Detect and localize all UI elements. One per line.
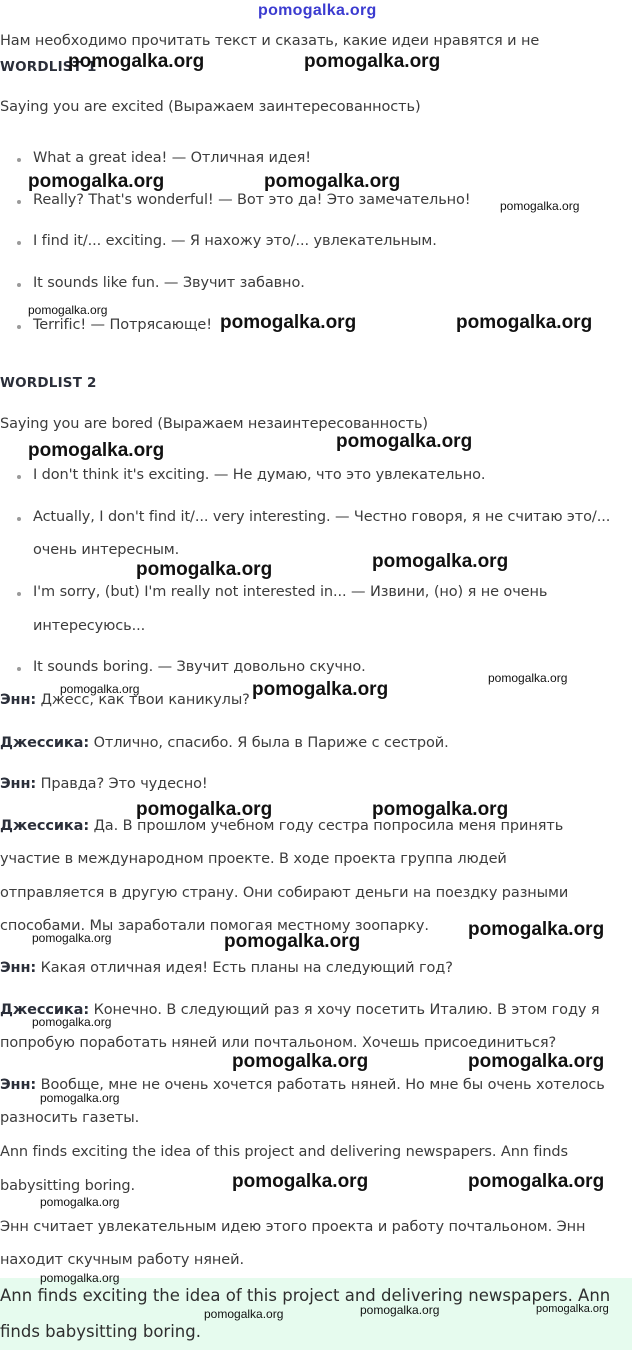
watermark: pomogalka.org <box>60 682 140 696</box>
watermark: pomogalka.org <box>468 1051 605 1072</box>
watermark: pomogalka.org <box>40 1091 120 1105</box>
list-item: I'm sorry, (but) I'm really not interested in... — Извини, (но) я не очень <box>33 584 548 600</box>
wordlist1-subtitle: Saying you are excited (Выражаем заинтересованность) <box>0 99 421 115</box>
speaker-name: Энн: <box>0 776 37 792</box>
watermark: pomogalka.org <box>220 312 357 333</box>
dialogue-text: способами. Мы заработали помогая местному зоопарку. <box>0 918 429 934</box>
list-item: What a great idea! — Отличная идея! <box>33 150 311 166</box>
watermark: pomogalka.org <box>536 1303 609 1315</box>
list-item-continuation: очень интересным. <box>33 542 180 558</box>
dialogue-line <box>0 960 453 976</box>
watermark: pomogalka.org <box>28 440 165 461</box>
watermark: pomogalka.org <box>468 919 605 940</box>
watermark: pomogalka.org <box>224 931 361 952</box>
watermark: pomogalka.org <box>28 303 108 317</box>
watermark: pomogalka.org <box>204 1307 284 1321</box>
wordlist2-subtitle: Saying you are bored (Выражаем незаинтересованность) <box>0 416 428 432</box>
watermark: pomogalka.org <box>500 199 580 213</box>
watermark: pomogalka.org <box>40 1195 120 1209</box>
watermark: pomogalka.org <box>468 1171 605 1192</box>
watermark-top: pomogalka.org <box>258 2 377 19</box>
list-item: It sounds boring. — Звучит довольно скучно. <box>33 659 366 675</box>
list-item: Actually, I don't find it/... very interesting. — Честно говоря, я не считаю это/... <box>33 509 611 525</box>
dialogue-text: участие в международном проекте. В ходе проекта группа людей <box>0 851 507 867</box>
dialogue-line <box>0 776 208 792</box>
watermark: pomogalka.org <box>488 671 568 685</box>
watermark: pomogalka.org <box>304 51 441 72</box>
list-item: I find it/... exciting. — Я нахожу это/... увлекательным. <box>33 233 437 249</box>
watermark: pomogalka.org <box>456 312 593 333</box>
watermark: pomogalka.org <box>336 431 473 452</box>
watermark: pomogalka.org <box>232 1171 369 1192</box>
speaker-name: Энн: <box>0 692 37 708</box>
dialogue-text: Отлично, спасибо. Я была в Париже с сестрой. <box>93 735 449 751</box>
dialogue-text: Да. В прошлом учебном году сестра попросила меня принять <box>93 818 564 834</box>
speaker-name: Джессика: <box>0 818 90 834</box>
summary-en: Ann finds exciting the idea of this project and delivering newspapers. Ann finds <box>0 1144 568 1160</box>
summary-ru: Энн считает увлекательным идею этого проекта и работу почтальоном. Энн <box>0 1219 586 1235</box>
watermark: pomogalka.org <box>136 799 273 820</box>
dialogue-text: Правда? Это чудесно! <box>40 776 208 792</box>
watermark: pomogalka.org <box>264 171 401 192</box>
wordlist2-heading: WORDLIST 2 <box>0 375 97 391</box>
watermark: pomogalka.org <box>252 679 389 700</box>
watermark: pomogalka.org <box>372 551 509 572</box>
watermark: pomogalka.org <box>372 799 509 820</box>
list-item: Terrific! — Потрясающе! <box>33 317 212 333</box>
list-item: I don't think it's exciting. — Не думаю, что это увлекательно. <box>33 467 486 483</box>
dialogue-text: попробую поработать няней или почтальоном. Хочешь присоединиться? <box>0 1035 557 1051</box>
watermark: pomogalka.org <box>28 171 165 192</box>
dialogue-line <box>0 735 449 751</box>
dialogue-text: Какая отличная идея! Есть планы на следующий год? <box>40 960 453 976</box>
intro-text: Нам необходимо прочитать текст и сказать, какие идеи нравятся и не <box>0 33 540 49</box>
speaker-name: Энн: <box>0 960 37 976</box>
answer-text: Ann finds exciting the idea of this project and delivering newspapers. Ann <box>0 1286 611 1305</box>
summary-en: babysitting boring. <box>0 1178 136 1194</box>
speaker-name: Джессика: <box>0 1002 90 1018</box>
watermark: pomogalka.org <box>32 931 112 945</box>
watermark: pomogalka.org <box>68 51 205 72</box>
watermark: pomogalka.org <box>136 559 273 580</box>
list-item: Really? That's wonderful! — Вот это да! Это замечательно! <box>33 192 471 208</box>
list-item-continuation: интересуюсь... <box>33 618 146 634</box>
speaker-name: Энн: <box>0 1077 37 1093</box>
wordlist1-heading: WORDLIST 1 <box>0 59 97 75</box>
summary-ru: находит скучным работу няней. <box>0 1252 244 1268</box>
answer-text: finds babysitting boring. <box>0 1322 201 1341</box>
dialogue-text: Вообще, мне не очень хочется работать няней. Но мне бы очень хотелось <box>40 1077 605 1093</box>
dialogue-text: Джесс, как твои каникулы? <box>40 692 250 708</box>
list-item: It sounds like fun. — Звучит забавно. <box>33 275 305 291</box>
watermark: pomogalka.org <box>360 1303 440 1317</box>
dialogue-text: Конечно. В следующий раз я хочу посетить Италию. В этом году я <box>93 1002 600 1018</box>
watermark: pomogalka.org <box>40 1271 120 1285</box>
speaker-name: Джессика: <box>0 735 90 751</box>
dialogue-text: разносить газеты. <box>0 1110 140 1126</box>
dialogue-text: отправляется в другую страну. Они собирают деньги на поездку разными <box>0 885 569 901</box>
watermark: pomogalka.org <box>32 1015 112 1029</box>
watermark: pomogalka.org <box>232 1051 369 1072</box>
